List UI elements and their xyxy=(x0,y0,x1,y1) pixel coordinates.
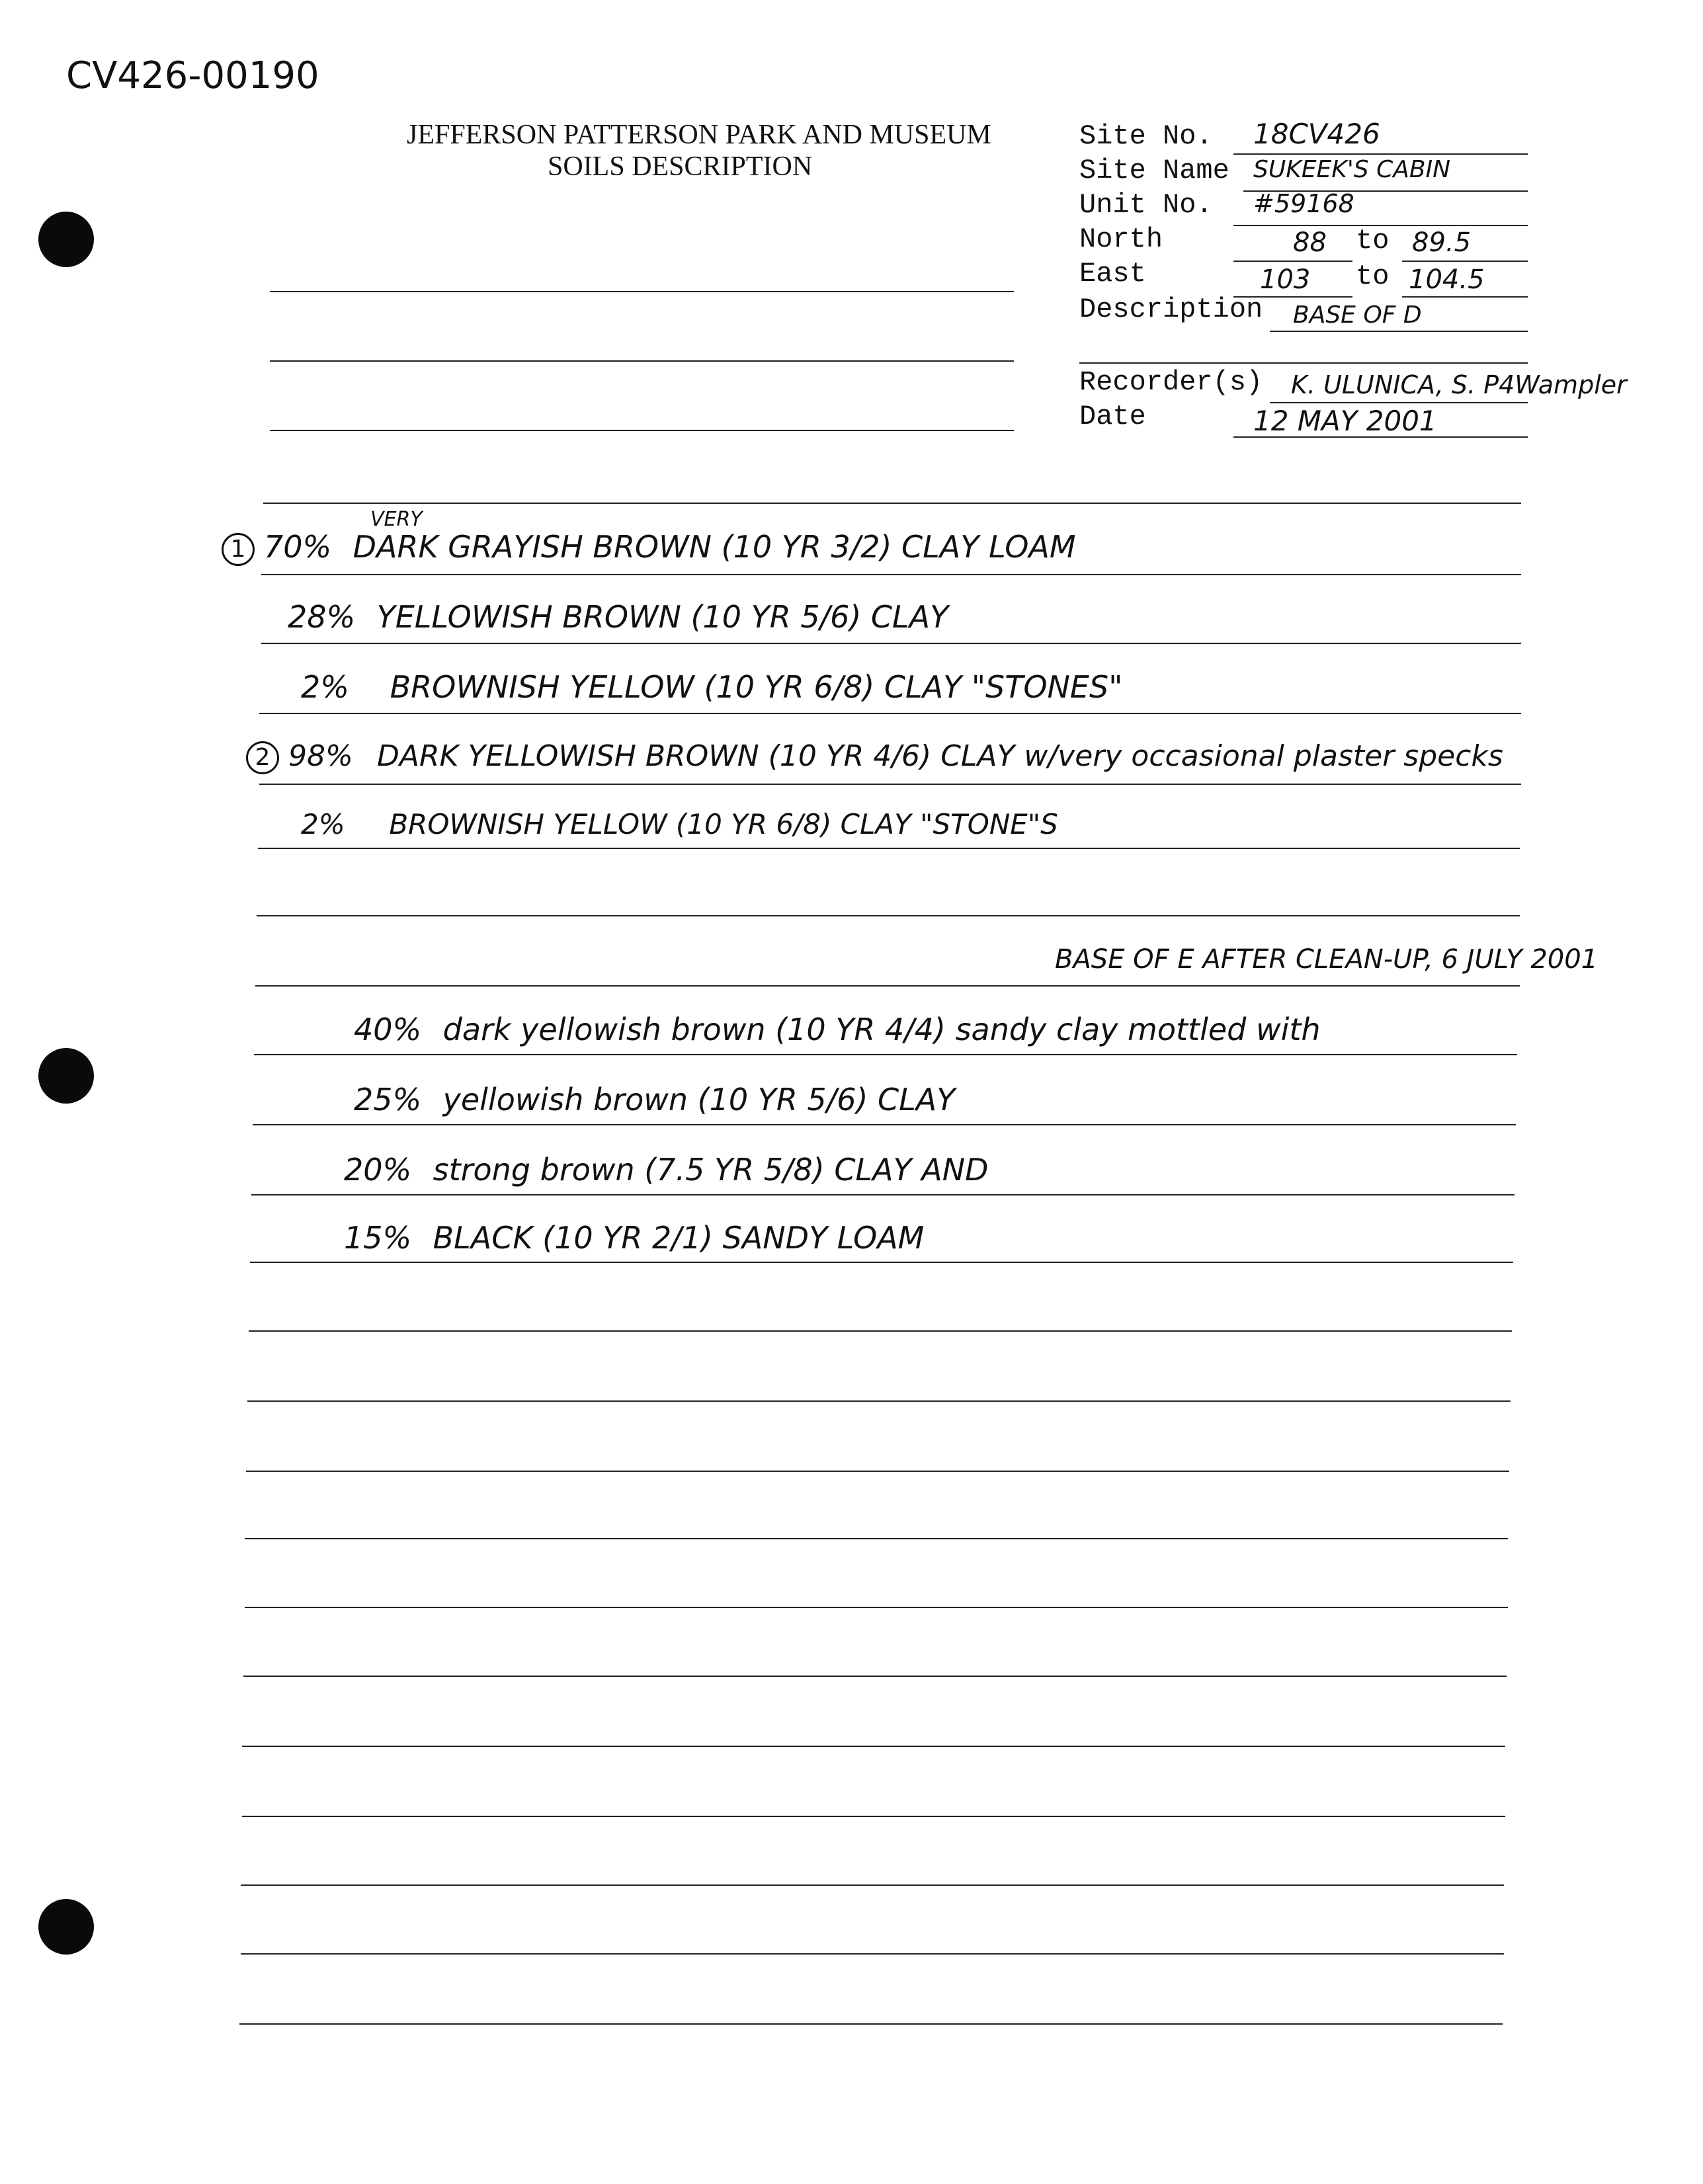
north-from-line xyxy=(1233,261,1352,262)
layer2-row xyxy=(246,739,1503,774)
layer1-row xyxy=(288,599,948,635)
north-label: North xyxy=(1079,223,1163,255)
north-to-line xyxy=(1402,261,1528,262)
description-value: BASE OF D xyxy=(1293,302,1422,329)
ruled-line xyxy=(242,1746,1505,1747)
header-blank-line xyxy=(270,360,1014,362)
site-no-label: Site No. xyxy=(1079,120,1213,152)
ruled-line xyxy=(241,1953,1504,1955)
ruled-line xyxy=(261,643,1521,644)
ruled-line xyxy=(255,985,1520,987)
ruled-line xyxy=(259,784,1521,785)
row-description: YELLOWISH BROWN (10 YR 5/6) CLAY xyxy=(376,599,949,635)
row-percent: 70% xyxy=(264,529,332,565)
header-blank-line xyxy=(270,430,1014,431)
unit-no-value: #59168 xyxy=(1253,189,1354,218)
header-blank-line xyxy=(270,291,1014,292)
section-heading: BASE OF E AFTER CLEAN-UP, 6 JULY 2001 xyxy=(1055,944,1599,975)
row-percent: 15% xyxy=(344,1220,412,1256)
recorders-value: K. ULUNICA, S. P4Wampler xyxy=(1291,370,1627,399)
ruled-line xyxy=(254,1054,1517,1055)
east-label: East xyxy=(1079,258,1146,290)
very-note: VERY xyxy=(370,508,423,531)
ruled-line xyxy=(249,1330,1512,1332)
row-description: BROWNISH YELLOW (10 YR 6/8) CLAY "STONE"S xyxy=(389,808,1058,840)
layer-number-badge: 2 xyxy=(246,741,279,774)
section3-row xyxy=(344,1152,989,1188)
row-description: dark yellowish brown (10 YR 4/4) sandy clay mottled with xyxy=(442,1012,1321,1047)
ruled-line xyxy=(261,574,1521,575)
row-percent: 28% xyxy=(288,599,356,635)
ruled-line xyxy=(257,915,1520,916)
row-percent: 2% xyxy=(301,808,345,840)
ruled-line xyxy=(245,1607,1508,1608)
row-percent: 25% xyxy=(354,1082,422,1117)
recorders-line xyxy=(1270,402,1528,403)
date-value: 12 MAY 2001 xyxy=(1253,405,1437,437)
punch-hole-top xyxy=(38,212,94,267)
north-from-value: 88 xyxy=(1293,227,1327,258)
north-to-word: to xyxy=(1356,225,1390,257)
east-to-word: to xyxy=(1356,261,1390,292)
row-percent: 98% xyxy=(288,739,353,773)
date-label: Date xyxy=(1079,401,1146,432)
east-to-value: 104.5 xyxy=(1409,264,1485,295)
site-no-value: 18CV426 xyxy=(1253,118,1380,150)
ruled-line xyxy=(258,848,1520,849)
description-line-2 xyxy=(1079,362,1528,364)
ruled-line xyxy=(253,1124,1516,1125)
ruled-line xyxy=(247,1400,1511,1402)
description-label: Description xyxy=(1079,294,1263,325)
ruled-line xyxy=(246,1471,1509,1472)
row-percent: 40% xyxy=(354,1012,422,1047)
recorders-label: Recorder(s) xyxy=(1079,366,1263,398)
section3-row xyxy=(344,1220,924,1256)
layer2-row xyxy=(301,808,1058,840)
row-description: strong brown (7.5 YR 5/8) CLAY AND xyxy=(433,1152,989,1188)
form-title: JEFFERSON PATTERSON PARK AND MUSEUM xyxy=(407,120,991,150)
row-description: yellowish brown (10 YR 5/6) CLAY xyxy=(442,1082,956,1117)
unit-no-label: Unit No. xyxy=(1079,189,1213,221)
document-id: CV426-00190 xyxy=(66,54,319,97)
north-to-value: 89.5 xyxy=(1412,227,1472,258)
form-subtitle: SOILS DESCRIPTION xyxy=(548,151,813,182)
ruled-line xyxy=(241,1884,1504,1886)
section3-row xyxy=(354,1082,955,1117)
ruled-line xyxy=(245,1538,1508,1539)
site-no-line xyxy=(1233,153,1528,155)
east-to-line xyxy=(1402,296,1528,298)
punch-hole-middle xyxy=(38,1048,94,1104)
description-line xyxy=(1270,331,1528,332)
row-description: DARK GRAYISH BROWN (10 YR 3/2) CLAY LOAM xyxy=(353,529,1076,565)
section3-row xyxy=(354,1012,1321,1047)
site-name-value: SUKEEK'S CABIN xyxy=(1253,156,1451,183)
ruled-line xyxy=(251,1194,1515,1195)
row-percent: 20% xyxy=(344,1152,412,1188)
row-description: DARK YELLOWISH BROWN (10 YR 4/6) CLAY w/very occasional plaster specks xyxy=(377,739,1503,773)
ruled-line xyxy=(243,1676,1507,1677)
layer1-row xyxy=(222,529,1076,566)
ruled-line xyxy=(242,1816,1505,1817)
ruled-line xyxy=(263,503,1521,504)
ruled-line xyxy=(239,2023,1503,2025)
site-name-label: Site Name xyxy=(1079,155,1229,186)
punch-hole-bottom xyxy=(38,1899,94,1955)
row-description: BROWNISH YELLOW (10 YR 6/8) CLAY "STONES" xyxy=(390,669,1123,705)
row-percent: 2% xyxy=(301,669,349,705)
ruled-line xyxy=(259,713,1521,714)
ruled-line xyxy=(250,1262,1513,1263)
layer1-row xyxy=(301,669,1122,705)
east-from-value: 103 xyxy=(1260,264,1311,295)
layer-number-badge: 1 xyxy=(222,533,255,566)
date-line xyxy=(1233,436,1528,438)
row-description: BLACK (10 YR 2/1) SANDY LOAM xyxy=(433,1220,925,1256)
